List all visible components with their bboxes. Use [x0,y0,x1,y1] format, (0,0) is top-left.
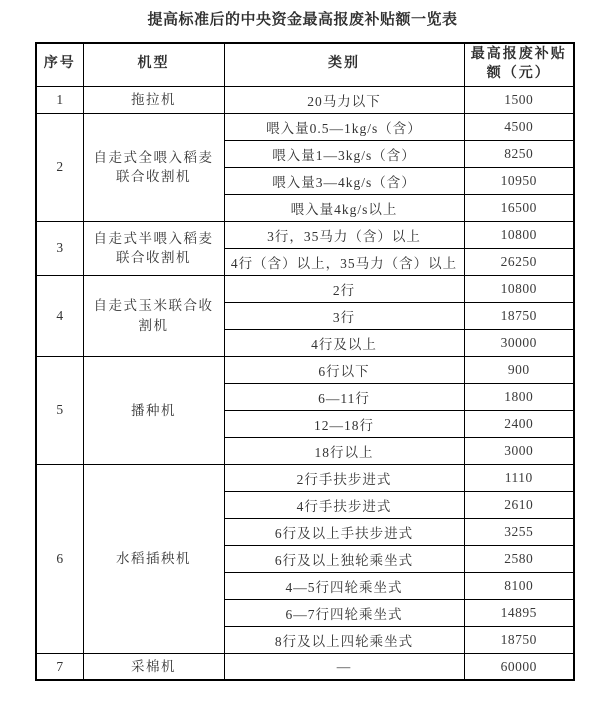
serial-cell: 4 [36,275,83,356]
serial-cell: 1 [36,86,83,113]
header-row [36,43,574,86]
machine-cell: 自走式玉米联合收割机 [83,275,224,356]
machine-cell: 自走式全喂入稻麦联合收割机 [83,113,224,221]
serial-cell: 5 [36,356,83,464]
header-serial: 序号 [36,43,83,86]
amount-cell: 10800 [464,221,574,248]
amount-cell: 18750 [464,626,574,653]
serial-cell: 6 [36,464,83,653]
category-cell: 喂入量1—3kg/s（含） [224,140,464,167]
table-header [36,43,574,86]
amount-cell: 2580 [464,545,574,572]
amount-cell: 2400 [464,410,574,437]
amount-cell: 8100 [464,572,574,599]
category-cell: 6行及以上手扶步进式 [224,518,464,545]
category-cell: 喂入量4kg/s以上 [224,194,464,221]
amount-cell: 900 [464,356,574,383]
table-row [36,653,574,680]
machine-cell: 自走式半喂入稻麦联合收割机 [83,221,224,275]
amount-cell: 26250 [464,248,574,275]
amount-cell: 1110 [464,464,574,491]
header-category: 类别 [224,43,464,86]
category-cell: 12—18行 [224,410,464,437]
serial-cell: 3 [36,221,83,275]
header-machine: 机型 [83,43,224,86]
table-row [36,275,574,302]
machine-cell: 采棉机 [83,653,224,680]
amount-cell: 2610 [464,491,574,518]
subsidy-table-body [36,86,574,680]
amount-cell: 10950 [464,167,574,194]
subsidy-table [35,42,575,681]
category-cell: 3行 [224,302,464,329]
category-cell: 6行以下 [224,356,464,383]
page-title: 提高标准后的中央资金最高报废补贴额一览表 [147,12,458,28]
machine-cell: 水稻插秧机 [83,464,224,653]
amount-cell: 14895 [464,599,574,626]
amount-cell: 18750 [464,302,574,329]
category-cell: 2行手扶步进式 [224,464,464,491]
amount-cell: 10800 [464,275,574,302]
category-cell: 6—11行 [224,383,464,410]
amount-cell: 8250 [464,140,574,167]
table-row [36,464,574,491]
category-cell: 4行手扶步进式 [224,491,464,518]
amount-cell: 1800 [464,383,574,410]
amount-cell: 60000 [464,653,574,680]
category-cell: 喂入量0.5—1kg/s（含） [224,113,464,140]
amount-cell: 16500 [464,194,574,221]
category-cell: 6行及以上独轮乘坐式 [224,545,464,572]
category-cell: 6—7行四轮乘坐式 [224,599,464,626]
table-row [36,356,574,383]
table-row [36,113,574,140]
category-cell: 18行以上 [224,437,464,464]
category-cell: 20马力以下 [224,86,464,113]
machine-cell: 拖拉机 [83,86,224,113]
category-cell: 8行及以上四轮乘坐式 [224,626,464,653]
category-cell: 4行（含）以上，35马力（含）以上 [224,248,464,275]
header-amount: 最高报废补贴额（元） [464,43,574,86]
table-row [36,221,574,248]
amount-cell: 3000 [464,437,574,464]
category-cell: 4行及以上 [224,329,464,356]
serial-cell: 7 [36,653,83,680]
amount-cell: 1500 [464,86,574,113]
category-cell: 3行，35马力（含）以上 [224,221,464,248]
table-row [36,86,574,113]
category-cell: 2行 [224,275,464,302]
category-cell: — [224,653,464,680]
amount-cell: 4500 [464,113,574,140]
machine-cell: 播种机 [83,356,224,464]
serial-cell: 2 [36,113,83,221]
category-cell: 4—5行四轮乘坐式 [224,572,464,599]
category-cell: 喂入量3—4kg/s（含） [224,167,464,194]
amount-cell: 30000 [464,329,574,356]
amount-cell: 3255 [464,518,574,545]
